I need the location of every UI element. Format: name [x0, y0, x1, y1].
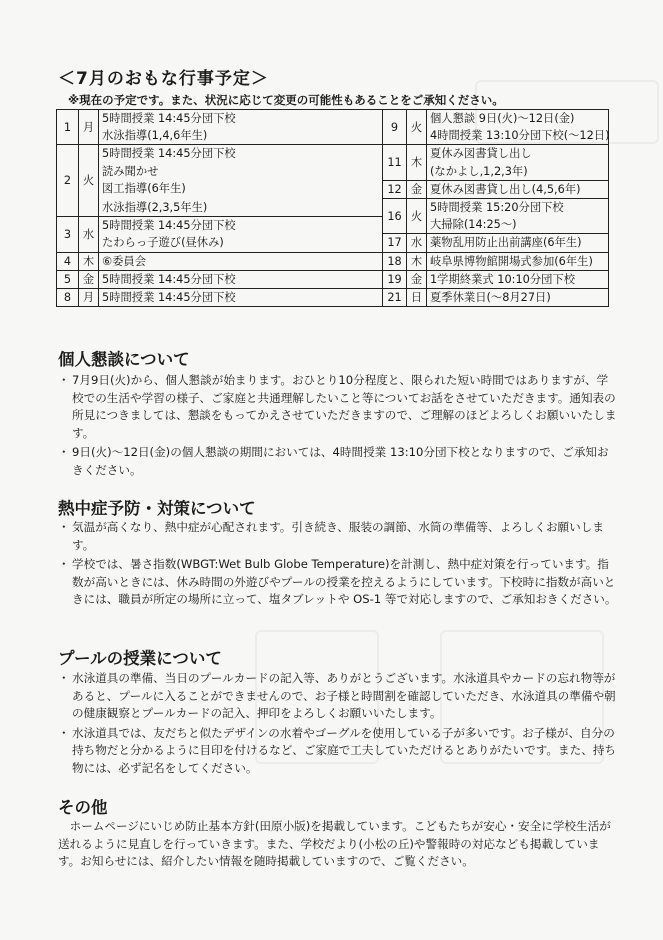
schedule-event: 個人懇談 9日(火)～12日(金): [427, 110, 609, 128]
schedule-event: 5時間授業 15:20分団下校: [427, 199, 609, 217]
schedule-day: 16: [383, 199, 407, 234]
schedule-event: (なかよし,1,2,3年): [427, 163, 609, 181]
schedule-event: 薬物乱用防止出前講座(6年生): [427, 234, 609, 252]
schedule-day: 1: [57, 110, 79, 145]
bullet-paragraph: ・ 気温が高くなり、熱中症が心配されます。引き続き、服装の調節、水筒の準備等、よろしくお願いします。: [58, 519, 618, 554]
schedule-weekday: 水: [79, 216, 99, 252]
schedule-weekday: 木: [79, 252, 99, 270]
schedule-day: 19: [383, 270, 407, 288]
section-title: その他: [58, 798, 108, 817]
schedule-weekday: 月: [79, 110, 99, 145]
schedule-event: 夏休み図書貸し出し(4,5,6年): [427, 180, 609, 198]
schedule-event: 1学期終業式 10:10分団下校: [427, 270, 609, 288]
schedule-weekday: 火: [407, 199, 427, 234]
schedule-event: 5時間授業 14:45分団下校: [99, 289, 383, 307]
schedule-event: 岐阜県博物館開場式参加(6年生): [427, 252, 609, 270]
schedule-event: 夏季休業日(～8月27日): [427, 289, 609, 307]
schedule-weekday: 木: [407, 252, 427, 270]
schedule-event: 5時間授業 14:45分団下校: [99, 110, 383, 128]
schedule-table: [56, 109, 609, 307]
schedule-day: 18: [383, 252, 407, 270]
schedule-weekday: 金: [407, 270, 427, 288]
schedule-event: 5時間授業 14:45分団下校: [99, 270, 383, 288]
bullet-paragraph: ・ 水泳道具では、友だちと似たデザインの水着やゴーグルを使用している子が多いです。お子様が、自分の持ち物だと分かるように目印を付けるなど、ご家庭で工夫していただけるとありがたいです。また、持ち物には、必ず記名をしてください。: [58, 725, 618, 778]
schedule-weekday: 日: [407, 289, 427, 307]
schedule-weekday: 火: [407, 110, 427, 145]
schedule-day: 12: [383, 180, 407, 198]
section-body: [58, 670, 618, 780]
schedule-day: 5: [57, 270, 79, 288]
schedule-weekday: 水: [407, 234, 427, 252]
schedule-weekday: 木: [407, 145, 427, 180]
schedule-event: 水泳指導(1,4,6年生): [99, 127, 383, 145]
schedule-event: 図工指導(6年生): [99, 180, 383, 198]
schedule-day: 2: [57, 145, 79, 216]
bullet-paragraph: ・ 水泳道具の準備、当日のプールカードの記入等、ありがとうございます。水泳道具やカードの忘れ物等があると、プールに入ることができませんので、お子様と時間割を確認していただき、水泳道具の準備や朝の健康観察とプールカードの記入、押印をよろしくお願いいたします。: [58, 670, 618, 723]
schedule-event: 5時間授業 14:45分団下校: [99, 145, 383, 163]
schedule-day: 11: [383, 145, 407, 180]
schedule-day: 9: [383, 110, 407, 145]
section-body: [58, 818, 618, 871]
schedule-day: 3: [57, 216, 79, 252]
schedule-weekday: 金: [79, 270, 99, 288]
schedule-weekday: 火: [79, 145, 99, 216]
schedule-day: 8: [57, 289, 79, 307]
section-body: [58, 519, 618, 611]
schedule-event: 水泳指導(2,3,5年生): [99, 199, 383, 217]
schedule-event: 大掃除(14:25～): [427, 216, 609, 234]
section-title: 個人懇談について: [58, 350, 190, 369]
paragraph: ホームページにいじめ防止基本方針(田原小版)を掲載しています。こどもたちが安心・安全に学校生活が送れるように見直しを行っていきます。また、学校だより(小松の丘)や警報時の対応なども掲載しています。お知らせには、紹介したい情報を随時掲載していますので、ご覧ください。: [58, 819, 611, 869]
schedule-day: 17: [383, 234, 407, 252]
schedule-event: 夏休み図書貸し出し: [427, 145, 609, 163]
schedule-day: 4: [57, 252, 79, 270]
section-title: 熱中症予防・対策について: [58, 499, 256, 518]
schedule-day: 21: [383, 289, 407, 307]
section-body: [58, 372, 618, 482]
schedule-event: 読み聞かせ: [99, 163, 383, 181]
bullet-paragraph: ・ 学校では、暑さ指数(WBGT:Wet Bulb Globe Temperature)を計測し、熱中症対策を行っています。指数が高いときには、休み時間の外遊びやプールの授業を控えるようにしています。下校時に指数が高いときには、職員が所定の場所に立って、塩タブレットや OS-1 等で対応しますので、ご承知おきください。: [58, 556, 618, 609]
section-title: プールの授業について: [58, 649, 222, 668]
schedule-event: ⑥委員会: [99, 252, 383, 270]
schedule-event: 4時間授業 13:10分団下校(～12日): [427, 127, 609, 145]
bullet-paragraph: ・ 7月9日(火)から、個人懇談が始まります。おひとり10分程度と、限られた短い時間ではありますが、学校での生活や学習の様子、ご家庭と共通理解したいこと等についてお話をさせていただきます。通知表の所見につきましては、懇談をもってかえさせていただきますので、ご理解のほどよろしくお願いいたします。: [58, 372, 618, 442]
schedule-note: ※現在の予定です。また、状況に応じて変更の可能性もあることをご承知ください。: [68, 93, 504, 107]
schedule-weekday: 月: [79, 289, 99, 307]
schedule-weekday: 金: [407, 180, 427, 198]
bullet-paragraph: ・ 9日(火)～12日(金)の個人懇談の期間においては、4時間授業 13:10分団下校となりますので、ご承知おきください。: [58, 444, 618, 479]
schedule-event: たわらっ子遊び(昼休み): [99, 234, 383, 252]
schedule-event: 5時間授業 14:45分団下校: [99, 216, 383, 234]
schedule-title: ＜7月のおもな行事予定＞: [58, 69, 269, 89]
